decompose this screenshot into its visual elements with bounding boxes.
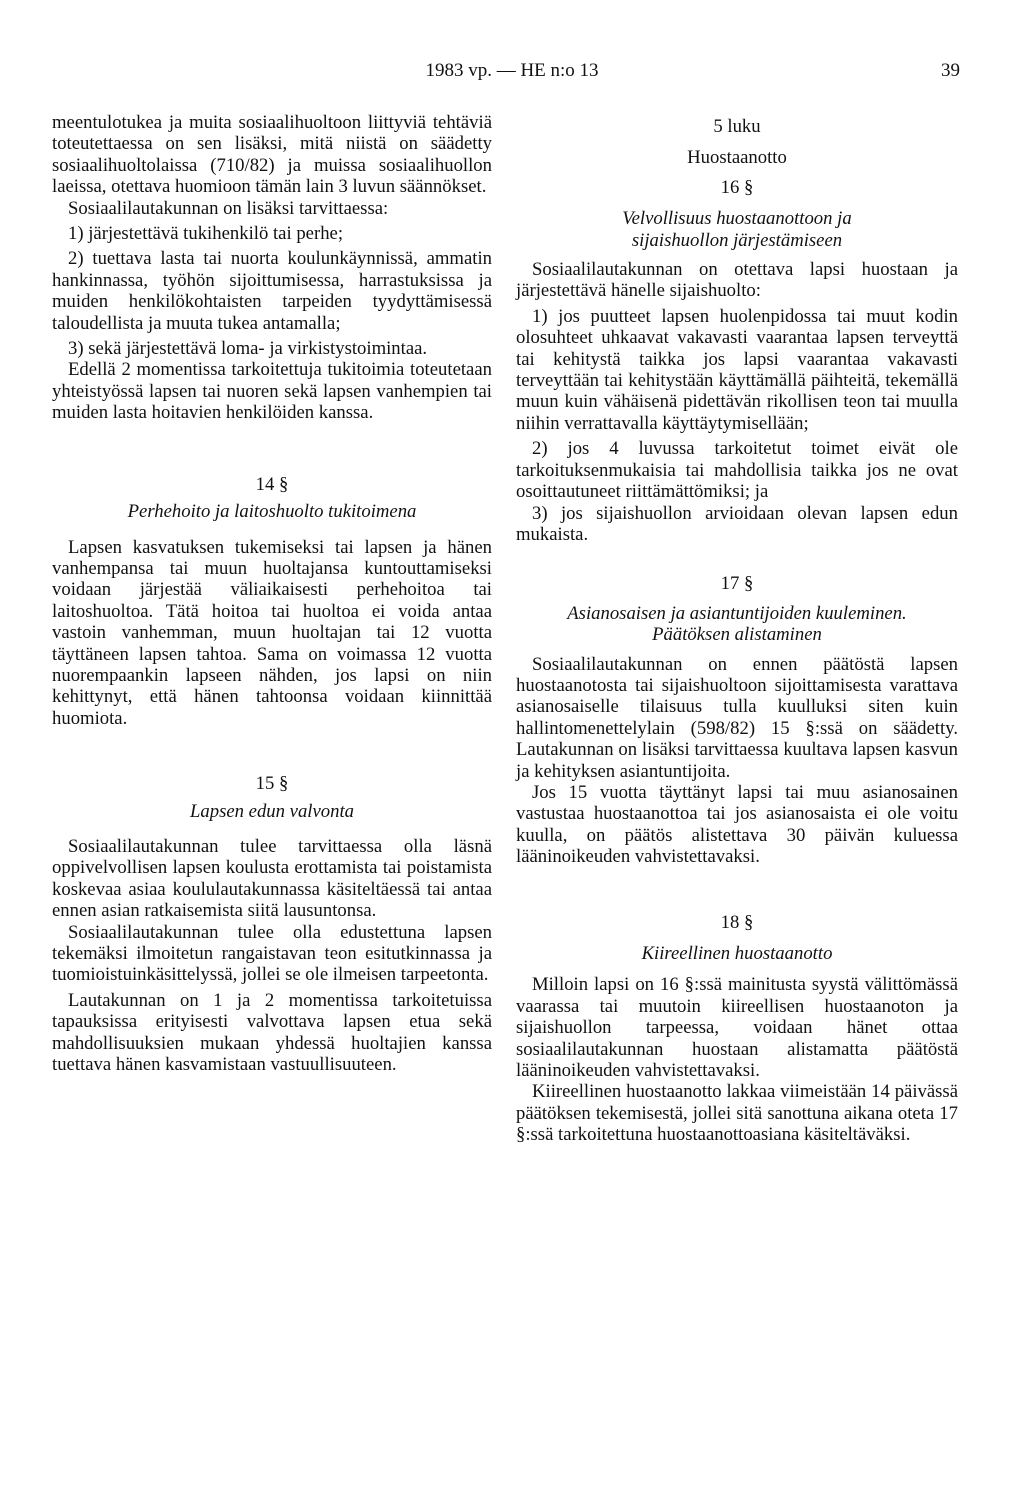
section-number: 18 § [720, 911, 754, 933]
section-17-heading [516, 573, 958, 645]
paragraph: Sosiaalilautakunnan tulee olla edustettuna lapsen tekemäksi ilmoitetun rangaistavan teon esitutkinnassa ja tuomioistuinkäsittelyssä, jollei se ole ilmeisen tarpeetonta. [52, 921, 492, 986]
running-title: 1983 vp. — HE n:o 13 [425, 60, 599, 81]
section-title: Asianosaisen ja asiantuntijoiden kuuleminen. [567, 602, 907, 624]
section-16-heading [516, 177, 958, 251]
list-item: 1) jos puutteet lapsen huolenpidossa tai muut kodin olosuhteet uhkaavat vakavasti vaarantaa lapsen terveyttä tai kehitystä taikka jos lapsi vaarantaa vakavasti terveyttään tai kehitystään käyttämällä päihteitä, tekemällä muun kuin vähäisenä pidettävän rikollisen teon tai muulla niihin verrattavalla käyttäytymisellään; [516, 305, 958, 434]
list-item: 3) sekä järjestettävä loma- ja virkistystoimintaa. [68, 338, 428, 360]
paragraph: meentulotukea ja muita sosiaalihuoltoon liittyviä tehtäviä toteutettaessa on sen lisäksi, mitä niistä on säädetty sosiaalihuoltolaissa (710/82) ja muissa sosiaalihuollon laeissa, otettava huomioon tämän lain 3 luvun säännökset. [52, 112, 492, 198]
section-14-heading [52, 474, 492, 523]
list-item: 1) järjestettävä tukihenkilö tai perhe; [68, 223, 344, 245]
section-15-heading [52, 773, 492, 822]
paragraph: Lapsen kasvatuksen tukemiseksi tai lapsen ja hänen vanhempansa tai muun huoltajansa kuntouttamiseksi voidaan järjestää väliaikaisesti perhehoitoa tai laitoshuoltoa. Tätä hoitoa tai huoltoa ei voida antaa vastoin vanhemman, muun huoltajan tai 12 vuotta täyttäneen lapsen tahtoa. Sama on voimassa 12 vuotta nuorempaankin lapseen nähden, jos lapsi on niin kehittynyt, että hänen tahtoonsa voidaan kiinnittää huomiota. [52, 536, 492, 729]
section-number: 15 § [255, 773, 289, 795]
paragraph: Milloin lapsi on 16 §:ssä mainitusta syystä välittömässä vaarassa tai muutoin kiireellisen huostaanoton ja sijaishuollon tarpeessa, voidaan hänet ottaa sosiaalilautakunnan huostaan alistamatta päätöstä lääninoikeuden vahvistettavaksi. [516, 974, 958, 1082]
list-item: 2) jos 4 luvussa tarkoitetut toimet eivät ole tarkoituksenmukaisia tai mahdollisia taikka jos ne ovat osoittautuneet riittämättömiksi; ja [516, 438, 958, 503]
right-column [516, 112, 958, 1146]
paragraph: Sosiaalilautakunnan on otettava lapsi huostaan ja järjestettävä hänelle sijaishuolto: [516, 259, 958, 302]
section-title: Velvollisuus huostaanottoon ja [622, 208, 852, 230]
paragraph: Edellä 2 momentissa tarkoitettuja tukitoimia toteutetaan yhteistyössä lapsen tai nuoren sekä lapsen vanhempien tai muiden lasta hoitavien henkilöiden kanssa. [52, 359, 492, 424]
paragraph: Sosiaalilautakunnan on lisäksi tarvittaessa: [68, 197, 389, 219]
list-item: 2) tuettava lasta tai nuorta koulunkäynnissä, ammatin hankinnassa, työhön sijoittumisessa, harrastuksissa ja muiden henkilökohtaisten tarpeiden tyydyttämisessä taloudellista ja muuta tukea antamalla; [52, 248, 492, 334]
section-title: Kiireellinen huostaanotto [641, 943, 833, 964]
chapter-number: 5 luku [713, 116, 761, 137]
paragraph: Sosiaalilautakunnan on ennen päätöstä lapsen huostaanotosta tai sijaishuoltoon sijoittamisesta varattava asianosaiselle tilaisuus tulla kuulluksi siten kuin hallintomenettelylain (598/82) 15 §:ssä on säädetty. Lautakunnan on lisäksi tarvittaessa kuultava lapsen kasvun ja kehityksen asiantuntijoita. [516, 653, 958, 782]
list-item: 3) jos sijaishuollon arvioidaan olevan lapsen edun mukaista. [516, 502, 958, 545]
section-title: sijaishuollon järjestämiseen [631, 229, 843, 251]
section-number: 14 § [255, 473, 289, 495]
paragraph: Lautakunnan on 1 ja 2 momentissa tarkoitetuissa tapauksissa erityisesti valvottava lapsen etua sekä mahdollisuuksien mukaan yhdessä huoltajien kanssa tuettava hänen kasvamistaan vastuullisuuteen. [52, 989, 492, 1076]
chapter-title: Huostaanotto [687, 147, 787, 169]
paragraph: Kiireellinen huostaanotto lakkaa viimeistään 14 päivässä päätöksen tekemisestä, jollei sitä sanottuna aikana oteta 17 §:ssä tarkoitettuna huostaanottoasiana käsiteltäväksi. [516, 1081, 958, 1146]
section-number: 16 § [720, 176, 754, 198]
section-title: Päätöksen alistaminen [652, 624, 822, 646]
section-title: Lapsen edun valvonta [189, 800, 354, 822]
page-number: 39 [941, 60, 960, 81]
page-header [0, 60, 1024, 90]
paragraph: Sosiaalilautakunnan tulee tarvittaessa olla läsnä oppivelvollisen lapsen koulusta erottamista tai poistamista koskevaa asiaa koululautakunnassa käsiteltäessä tai antaa ennen asian ratkaisemista siitä lausuntonsa. [52, 835, 492, 922]
section-18-heading [516, 912, 958, 965]
section-number: 17 § [720, 573, 754, 595]
section-title: Perhehoito ja laitoshuolto tukitoimena [127, 501, 417, 523]
paragraph: Jos 15 vuotta täyttänyt lapsi tai muu asianosainen vastustaa huostaanottoa tai jos asianosaista ei ole voitu kuulla, on päätös alistettava 30 päivän kuluessa lääninoikeuden vahvistettavaksi. [516, 781, 958, 868]
left-column [52, 112, 492, 1075]
